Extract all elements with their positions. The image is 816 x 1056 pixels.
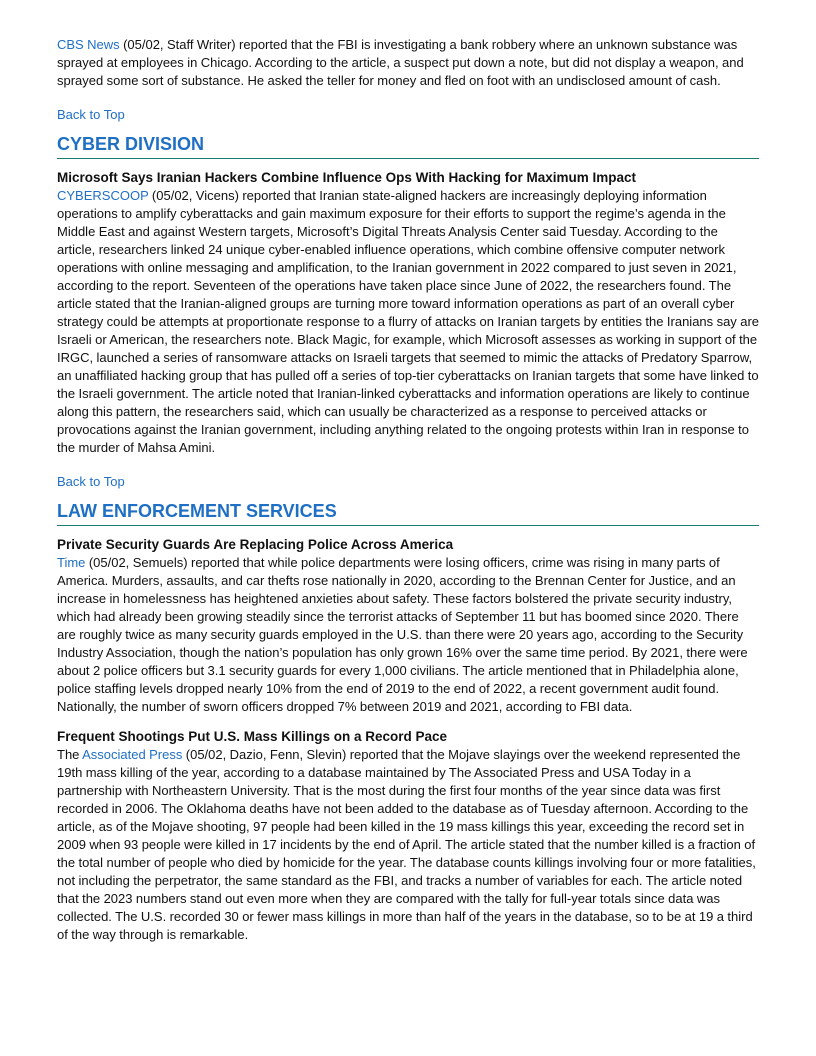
article-source-link[interactable]: CYBERSCOOP (57, 188, 149, 203)
article-body (57, 554, 759, 716)
section-title: CYBER DIVISION (57, 134, 205, 154)
intro-source-link[interactable]: CBS News (57, 37, 120, 52)
article-title: Private Security Guards Are Replacing Police Across America (57, 537, 454, 552)
section-header-law-enforcement-services (57, 499, 759, 526)
article-text: (05/02, Semuels) reported that while police departments were losing officers, crime was rising in many parts of America. Murders, assaults, and car thefts rose nationally in 2020, according to the Brennan Center for Justice, and an increase in homelessness has heightened anxieties about safety. These factors bolstered the private security industry, which had already been growing steadily since the terrorist attacks of September 11 but has boomed since 2020. There are roughly twice as many security guards employed in the U.S. than there were 20 years ago, according to the Security Industry Association, though the nation’s population has only grown 16% over the same time period. By 2021, there were about 2 police officers but 3.1 security guards for every 1,000 civilians. The article mentioned that in Philadelphia alone, police staffing levels dropped nearly 10% from the end of 2019 to the end of 2022, a recent government audit found. Nationally, the number of sworn officers dropped 7% between 2019 and 2021, according to FBI data. (57, 555, 748, 714)
article-body (57, 746, 759, 944)
article (57, 169, 759, 457)
article (57, 536, 759, 716)
article-text: (05/02, Vicens) reported that Iranian state-aligned hackers are increasingly deploying information operations to amplify cyberattacks and gain maximum exposure for their efforts to support the regime’s agenda in the Middle East and against Western targets, Microsoft’s Digital Threats Analysis Center said Tuesday. According to the article, researchers linked 24 unique cyber-enabled influence operations, which combine offensive computer network operations with online messaging and amplification, to the Iranian government in 2022 compared to just seven in 2021, according to the report. Seventeen of the operations have taken place since June of 2022, the researchers found. The article stated that the Iranian-aligned groups are turning more toward information operations as part of an overall cyber strategy could be attempts at proportionate response to a flurry of attacks on Iranian targets by entities the Iranians say are Israeli or American, the researchers note. Black Magic, for example, which Microsoft assesses as working in support of the IRGC, launched a series of ransomware attacks on Israeli targets that seemed to mimic the attacks of Predatory Sparrow, an unaffiliated hacking group that has pulled off a series of top-tier cyberattacks on Iranian targets that some have linked to the Israeli government. The article noted that Iranian-linked cyberattacks and information operations are likely to continue along this pattern, the researchers said, which can usually be characterized as a response to perceived attacks or provocations against the Iranian government, including anything related to the ongoing protests within Iran in response to the murder of Mahsa Amini. (57, 188, 759, 455)
article-source-link[interactable]: Associated Press (82, 747, 183, 762)
article (57, 728, 759, 944)
intro-body: (05/02, Staff Writer) reported that the FBI is investigating a bank robbery where an unknown substance was sprayed at employees in Chicago. According to the article, a suspect put down a note, but did not display a weapon, and sprayed some sort of substance. He asked the teller for money and fled on foot with an undisclosed amount of cash. (57, 37, 744, 88)
intro-paragraph (57, 36, 759, 90)
section-header-cyber-division (57, 132, 759, 159)
article-title: Frequent Shootings Put U.S. Mass Killings on a Record Pace (57, 729, 448, 744)
back-to-top-link[interactable]: Back to Top (57, 107, 125, 122)
back-to-top-link[interactable]: Back to Top (57, 474, 125, 489)
article-body (57, 187, 759, 457)
section-title: LAW ENFORCEMENT SERVICES (57, 501, 337, 521)
article-source-link[interactable]: Time (57, 555, 86, 570)
article-text: (05/02, Dazio, Fenn, Slevin) reported that the Mojave slayings over the weekend represented the 19th mass killing of the year, according to a database maintained by The Associated Press and USA Today in a partnership with Northeastern University. That is the most during the first four months of the year since data was first recorded in 2006. The Oklahoma deaths have not been added to the database as of Tuesday afternoon. According to the article, as of the Mojave shooting, 97 people had been killed in the 19 mass killings this year, exceeding the record set in 2009 when 93 people were killed in 17 incidents by the end of April. The article stated that the number killed is a fraction of the total number of people who died by homicide for the year. The database counts killings involving four or more fatalities, not including the perpetrator, the same standard as the FBI, and tracks a number of variables for each. The article noted that the 2023 numbers stand out even more when they are compared with the tally for full-year totals since data was collected. The U.S. recorded 30 or fewer mass killings in more than half of the years in the database, so to be at 19 a third of the way through is remarkable. (57, 747, 756, 942)
article-prefix: The (57, 747, 83, 762)
article-title: Microsoft Says Iranian Hackers Combine Influence Ops With Hacking for Maximum Impact (57, 170, 637, 185)
